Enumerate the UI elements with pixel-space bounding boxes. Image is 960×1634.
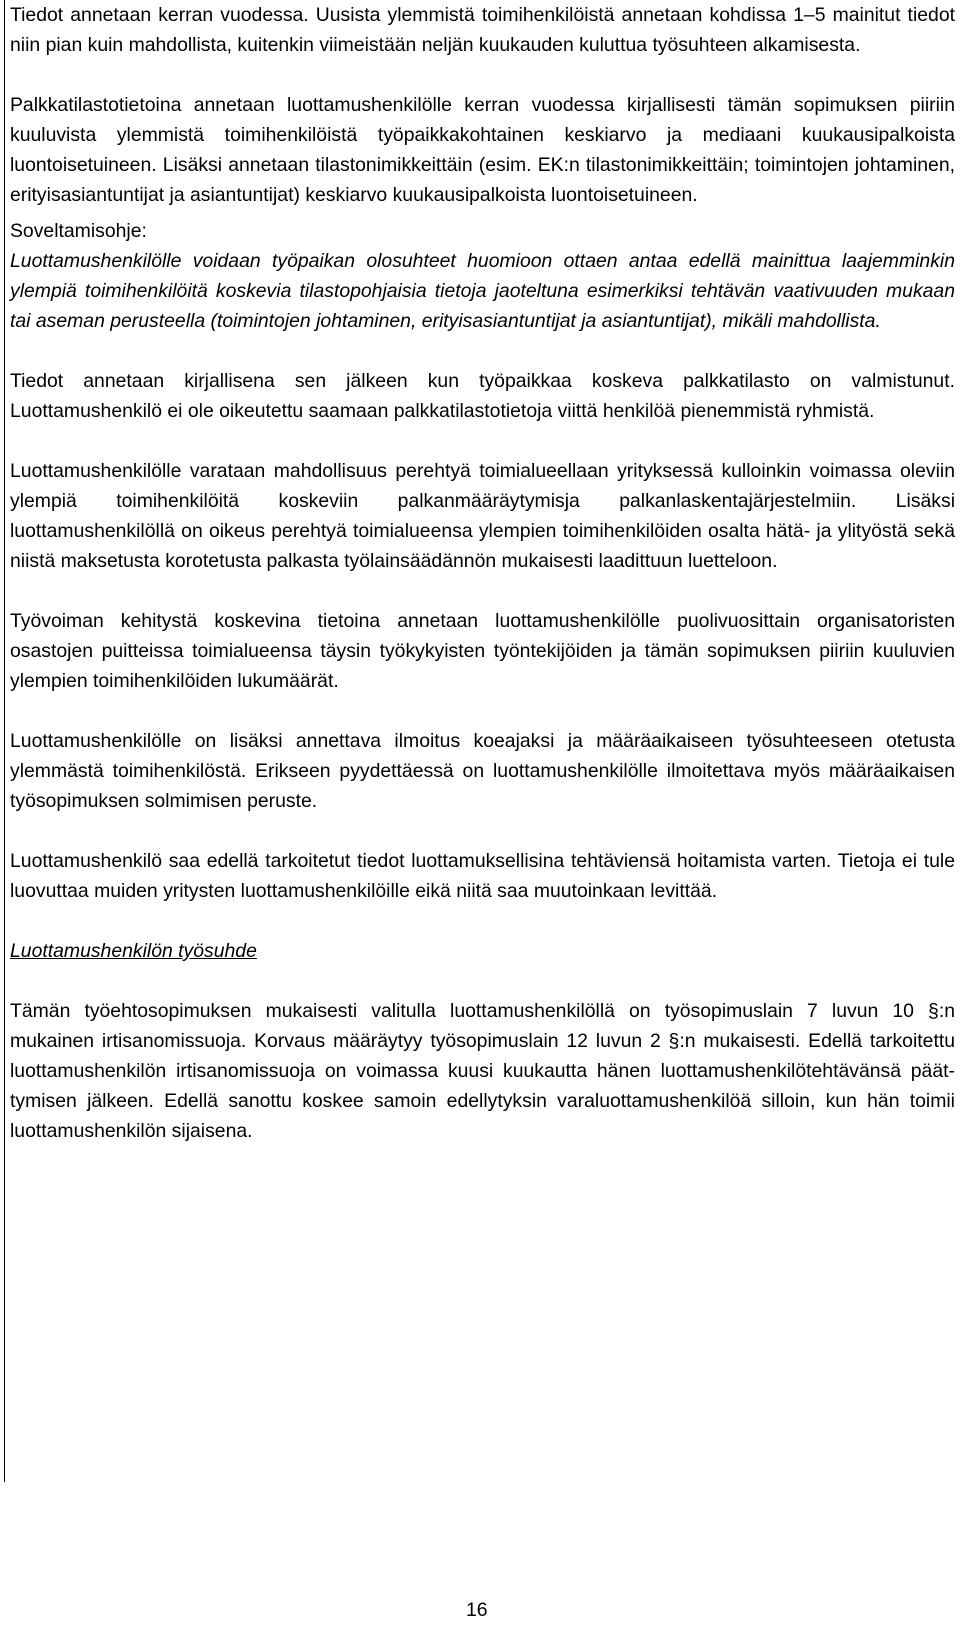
document-body bbox=[10, 0, 955, 1146]
paragraph-employment-protection: Tämän työehtosopimuksen mukaisesti valitulla luottamushenkilöllä on työsopimuslain 7 luvun 10 §:n mukainen irtisanomissuoja. Korvaus määräytyy työsopimuslain 12 luvun 2 §:n mukaisesti. Edellä tarkoitettu luottamushenkilön irtisanomissuoja on voimassa kuusi kuukautta hänen luottamushenkilötehtävänsä päättymisen jälkeen. Edellä sanottu koskee samoin edellytyksin varaluottamushenkilöä silloin, kun hän toimii luottamushenkilön sijaisena. bbox=[10, 1000, 955, 1142]
paragraph-information-timing: Tiedot annetaan kerran vuodessa. Uusista ylemmistä toimihenkilöistä annetaan kohdissa 1–5 mainitut tiedot niin pian kuin mahdollista, kuitenkin viimeistään neljän kuukauden kuluttua työsuhteen alkamisesta. bbox=[10, 4, 955, 56]
paragraph-fixed-term-notice: Luottamushenkilölle on lisäksi annettava ilmoitus koeajaksi ja määräaikaiseen työsuhteeseen otetusta ylemmästä toimihenkilöstä. Erikseen pyydettäessä on luottamushenkilölle ilmoitettava myös määräaikaisen työsopimuksen solmimisen peruste. bbox=[10, 730, 955, 812]
section-heading: Luottamushenkilön työsuhde bbox=[10, 940, 257, 962]
paragraph-confidentiality: Luottamushenkilö saa edellä tarkoitetut tiedot luottamuksellisina tehtäviensä hoitamista varten. Tietoja ei tule luovuttaa muiden yritysten luottamushenkilöille eikä niitä saa muutoinkaan levittää. bbox=[10, 850, 955, 902]
guidance-text: Luottamushenkilölle voidaan työpaikan olosuhteet huomioon ottaen antaa edellä mainittua laajemminkin ylempiä toimihenkilöitä koskevia tilastopohjaisia tietoja jaoteltuna esimerkiksi tehtävän vaativuuden mukaan tai aseman perusteella (toimintojen johtaminen, erityisasiantuntijat ja asiantuntijat), mikäli mahdollista. bbox=[10, 250, 955, 332]
guidance-label: Soveltamisohje: bbox=[10, 220, 147, 242]
page-number: 16 bbox=[466, 1599, 488, 1621]
paragraph-workforce-development: Työvoiman kehitystä koskevina tietoina annetaan luottamushenkilölle puolivuosittain organisatoristen osastojen puitteissa toimialueensa täysin työkykyisten työntekijöiden ja tämän sopimuksen piiriin kuuluvien ylempien toimihenkilöiden lukumäärät. bbox=[10, 610, 955, 692]
change-bar bbox=[4, 0, 5, 1482]
paragraph-salary-statistics: Palkkatilastotietoina annetaan luottamushenkilölle kerran vuodessa kirjallisesti tämän sopimuksen piiriin kuuluvista ylemmistä toimihenkilöistä työpaikkakohtainen keskiarvo ja mediaani kuukausipalkoista luontoisetuineen. Lisäksi annetaan tilastonimikkeittäin (esim. EK:n tilastonimikkeittäin; toimintojen johtaminen, erityisasiantuntijat ja asiantuntijat) keskiarvo kuukausipalkoista luontoisetuineen. bbox=[10, 94, 955, 206]
paragraph-written-information: Tiedot annetaan kirjallisena sen jälkeen kun työpaikkaa koskeva palkkatilasto on valmistunut. Luottamushenkilö ei ole oikeutettu saamaan palkkatilastotietoja viittä henkilöä pienemmistä ryhmistä. bbox=[10, 370, 955, 422]
paragraph-pay-systems: Luottamushenkilölle varataan mahdollisuus perehtyä toimialueellaan yrityksessä kulloinkin voimassa oleviin ylempiä toimihenkilöitä koskeviin palkanmääräytymisja palkanlaskentajärjestelmiin. Lisäksi luottamushenkilöllä on oikeus perehtyä toimialueensa ylempien toimihenkilöiden osalta hätä- ja ylityöstä sekä niistä maksetusta korotetusta palkasta työlainsäädännön mukaisesti laadittuun luetteloon. bbox=[10, 460, 955, 572]
